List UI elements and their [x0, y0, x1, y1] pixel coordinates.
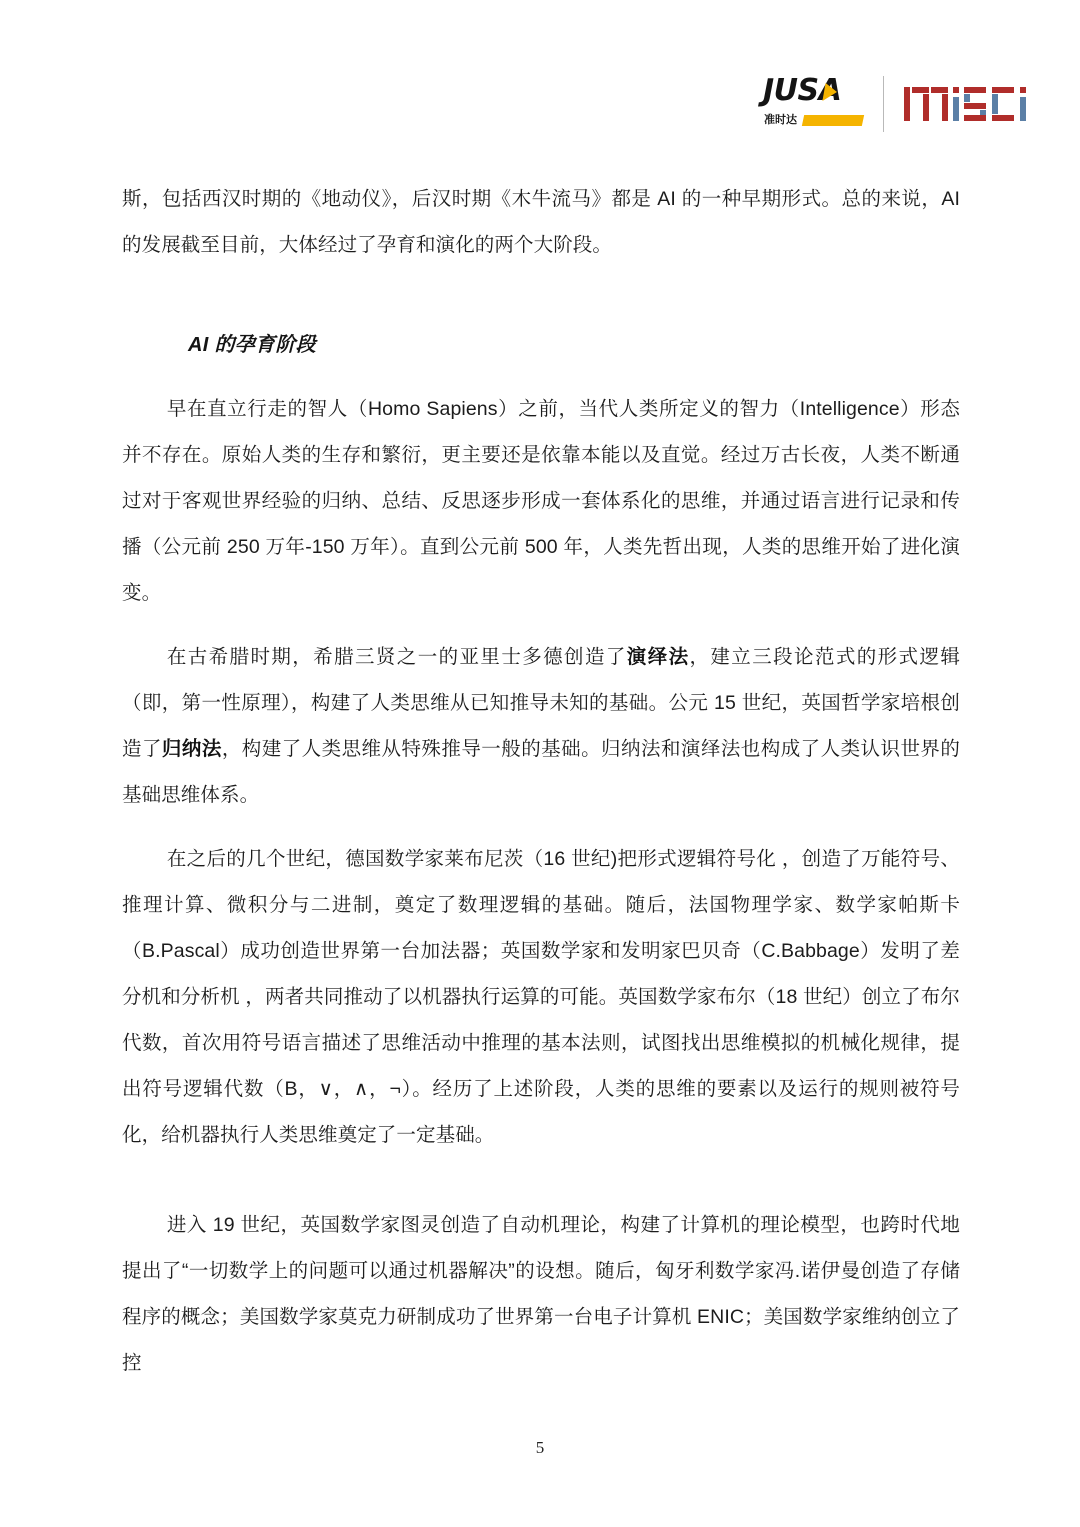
spacer	[122, 616, 960, 634]
p2-bold-deduction: 演绎法	[626, 646, 690, 668]
paragraph-1: 早在直立行走的智人（Homo Sapiens）之前，当代人类所定义的智力（Intelligence）形态并不存在。原始人类的生存和繁衍，更主要还是依靠本能以及直觉。经过万古长夜，人类不断通过对于客观世界经验的归纳、总结、反思逐步形成一套体系化的思维，并通过语言进行记录和传播（公元前 250 万年-150 万年）。直到公元前 500 年，人类先哲出现，人类的思维开始了进化演变。	[122, 398, 960, 604]
page-number: 5	[535, 1438, 545, 1457]
logo-divider	[883, 76, 884, 132]
paragraph-2	[122, 634, 960, 818]
page-footer	[0, 1438, 1080, 1458]
misci-logo-glyphs	[904, 83, 1032, 125]
spacer	[122, 818, 960, 836]
jusda-wordmark: JUSA	[763, 73, 842, 108]
spacer	[122, 268, 960, 322]
paragraph-3: 在之后的几个世纪，德国数学家莱布尼茨（16 世纪)把形式逻辑符号化 ，创造了万能符号、推理计算、微积分与二进制，奠定了数理逻辑的基础。随后，法国物理学家、数学家帕斯卡（B.Pascal）成功创造世界第一台加法器；英国数学家和发明家巴贝奇（C.Babbage）发明了差分机和分析机 ，两者共同推动了以机器执行运算的可能。英国数学家布尔（18 世纪）创立了布尔代数，首次用符号语言描述了思维活动中推理的基本法则，试图找出思维模拟的机械化规律，提出符号逻辑代数（B，∨，∧，¬）。经历了上述阶段，人类的思维的要素以及运行的规则被符号化，给机器执行人类思维奠定了一定基础。	[122, 848, 960, 1146]
misci-logo	[904, 83, 1032, 125]
jusda-logo	[763, 75, 863, 133]
paragraph-continued: 斯，包括西汉时期的《地动仪》，后汉时期《木牛流马》都是 AI 的一种早期形式。总的来说，AI 的发展截至目前，大体经过了孕育和演化的两个大阶段。	[122, 188, 960, 256]
jusda-chinese-name: 准时达	[764, 114, 797, 126]
p2-part-3: ，构建了人类思维从特殊推导一般的基础。归纳法和演绎法也构成了人类认识世界的基础思维体系。	[122, 738, 960, 806]
paragraph-4: 进入 19 世纪，英国数学家图灵创造了自动机理论，构建了计算机的理论模型，也跨时代地提出了“一切数学上的问题可以通过机器解决”的设想。随后，匈牙利数学家冯.诺伊曼创造了存储程序的概念；美国数学家莫克力研制成功了世界第一台电子计算机 ENIC；美国数学家维纳创立了控	[122, 1214, 960, 1374]
p2-part-1: 在古希腊时期，希腊三贤之一的亚里士多德创造了	[166, 646, 627, 668]
page-header	[763, 66, 1032, 142]
section-heading: AI 的孕育阶段	[188, 334, 316, 356]
spacer	[122, 1158, 960, 1202]
document-body	[122, 176, 960, 1386]
jusda-accent-bar	[802, 115, 864, 126]
p2-bold-induction: 归纳法	[161, 738, 222, 760]
spacer	[122, 368, 960, 386]
p2-part-2: ，建立三段论范式的形式逻辑（即，第一性原理），构建了人类思维从已知推导未知的基础。公元 15 世纪，英国哲学家培根创造了	[122, 646, 960, 760]
